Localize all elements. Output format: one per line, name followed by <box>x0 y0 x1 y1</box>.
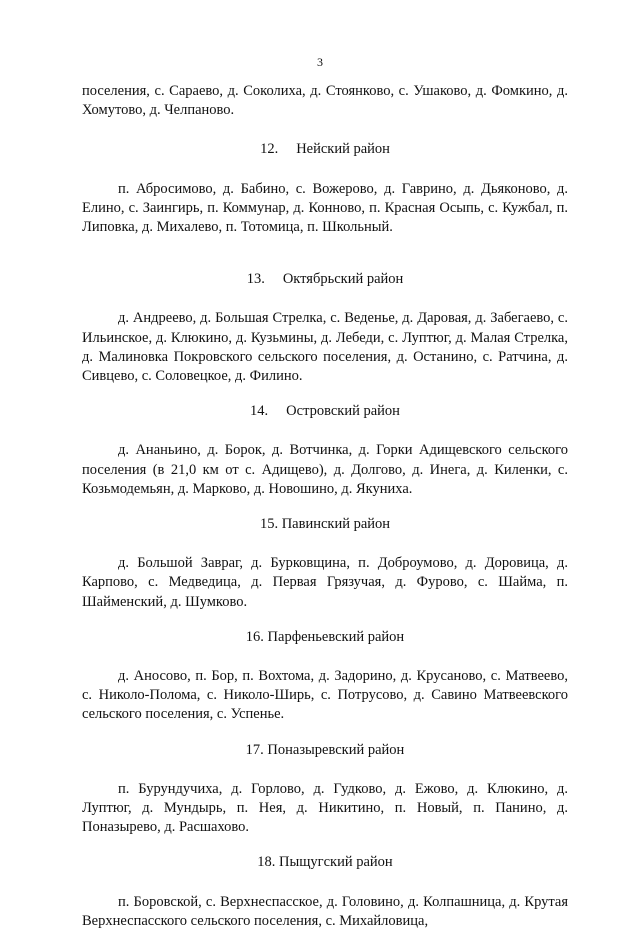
section-heading-17 <box>82 741 568 760</box>
section-number: 18. <box>257 854 276 871</box>
section-text-17: п. Бурундучиха, д. Горлово, д. Гудково, д. Ежово, д. Клюкино, д. Луптюг, д. Мундырь, п. Нея, д. Никитино, п. Новый, п. Панино, д. Поназырево, д. Расшахово. <box>82 780 568 836</box>
section-heading-16 <box>82 628 568 647</box>
section-title: Парфеньевский район <box>267 628 405 645</box>
section-number: 17. <box>245 741 264 758</box>
section-title: Павинский район <box>281 516 391 533</box>
section-title: Поназыревский район <box>267 741 405 758</box>
section-title: Пыщугский район <box>279 854 393 871</box>
section-title: Островский район <box>286 403 400 420</box>
section-heading-14 <box>82 402 568 421</box>
section-text-18: п. Боровской, с. Верхнеспасское, д. Головино, д. Колпашница, д. Крутая Верхнеспасского сельского поселения, с. Михайловица, <box>82 893 568 929</box>
section-number: 12. <box>260 141 279 158</box>
page-number: 3 <box>317 55 323 69</box>
document-body <box>82 82 568 931</box>
section-text-13: д. Андреево, д. Большая Стрелка, с. Веденье, д. Даровая, д. Забегаево, с. Ильинское, д. Клюкино, д. Кузьмины, д. Лебеди, с. Луптюг, д. Малая Стрелка, д. Малиновка Покровского сельского поселения, д. Останино, с. Ратчина, д. Сивцево, с. Соловецкое, д. Филино. <box>82 310 568 385</box>
section-number: 13. <box>246 271 265 288</box>
section-number: 15. <box>259 516 279 533</box>
section-heading-18 <box>82 853 568 872</box>
section-heading-13 <box>82 270 568 289</box>
section-text-12: п. Абросимово, д. Бабино, с. Вожерово, д. Гаврино, д. Дьяконово, д. Елино, с. Заингирь, п. Коммунар, д. Конново, п. Красная Осыпь, с. Кужбал, п. Липовка, д. Михалево, п. Тотомица, п. Школьный. <box>82 180 568 236</box>
section-heading-12 <box>82 140 568 159</box>
section-number: 16. <box>245 628 264 645</box>
section-text-16: д. Аносово, п. Бор, п. Вохтома, д. Задорино, д. Крусаново, с. Матвеево, с. Николо-Полома, с. Николо-Ширь, с. Потрусово, д. Савино Матвеевского сельского поселения, с. Успенье. <box>82 668 568 723</box>
section-number: 14. <box>250 403 269 420</box>
section-text-15: д. Большой Завраг, д. Бурковщина, п. Доброумово, д. Доровица, д. Карпово, с. Медведица, д. Первая Грязучая, д. Фурово, с. Шайма, п. Шайменский, д. Шумково. <box>82 555 568 610</box>
section-heading-15 <box>82 515 568 534</box>
section-title: Нейский район <box>296 141 390 158</box>
section-title: Октябрьский район <box>282 271 404 288</box>
section-text-14: д. Ананьино, д. Борок, д. Вотчинка, д. Горки Адищевского сельского поселения (в 21,0 км от с. Адищево), д. Долгово, д. Инега, д. Киленки, с. Козьмодемьян, д. Марково, д. Новошино, д. Якуниха. <box>82 442 568 497</box>
continuation-paragraph: поселения, с. Сараево, д. Соколиха, д. Стоянково, с. Ушаково, д. Фомкино, д. Хомутово, д. Челпаново. <box>82 83 568 119</box>
